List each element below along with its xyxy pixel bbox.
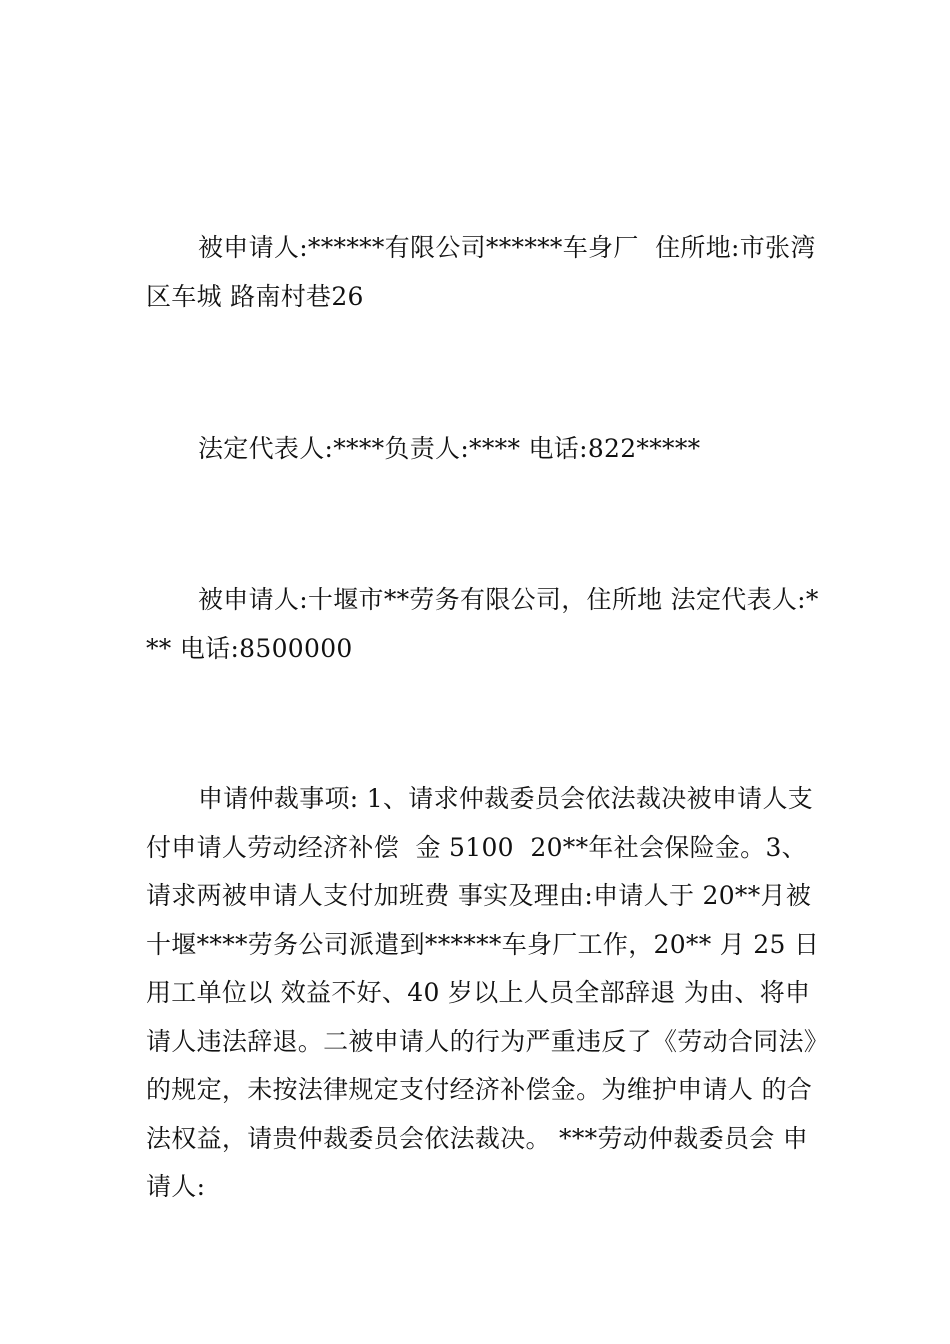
legal-representative-paragraph: 法定代表人:****负责人:**** 电话:822*****	[198, 434, 701, 463]
respondent-2-paragraph: 被申请人:十堰市**劳务有限公司，住所地 法定代表人:*** 电话:8500000	[146, 585, 819, 663]
respondent-1-paragraph: 被申请人:******有限公司******车身厂 住所地:市张湾区车城 路南村巷26	[146, 233, 816, 311]
arbitration-claims-paragraph: 申请仲裁事项: 1、请求仲裁委员会依法裁决被申请人支付申请人劳动经济补偿 金 5100 20**年社会保险金。3、请求两被申请人支付加班费 事实及理由:申请人于 20**月被十堰****劳务公司派遣到******车身厂工作，20** 月 25 日用工单位以 效益不好、40 岁以上人员全部辞退 为由、将申请人违法辞退。二被申请人的行为严重违反了《劳动合同法》的规定，未按法律规定支付经济补偿金。为维护申请人 的合法权益，请贵仲裁委员会依法裁决。 ***劳动仲裁委员会 申请人:	[146, 784, 820, 1201]
